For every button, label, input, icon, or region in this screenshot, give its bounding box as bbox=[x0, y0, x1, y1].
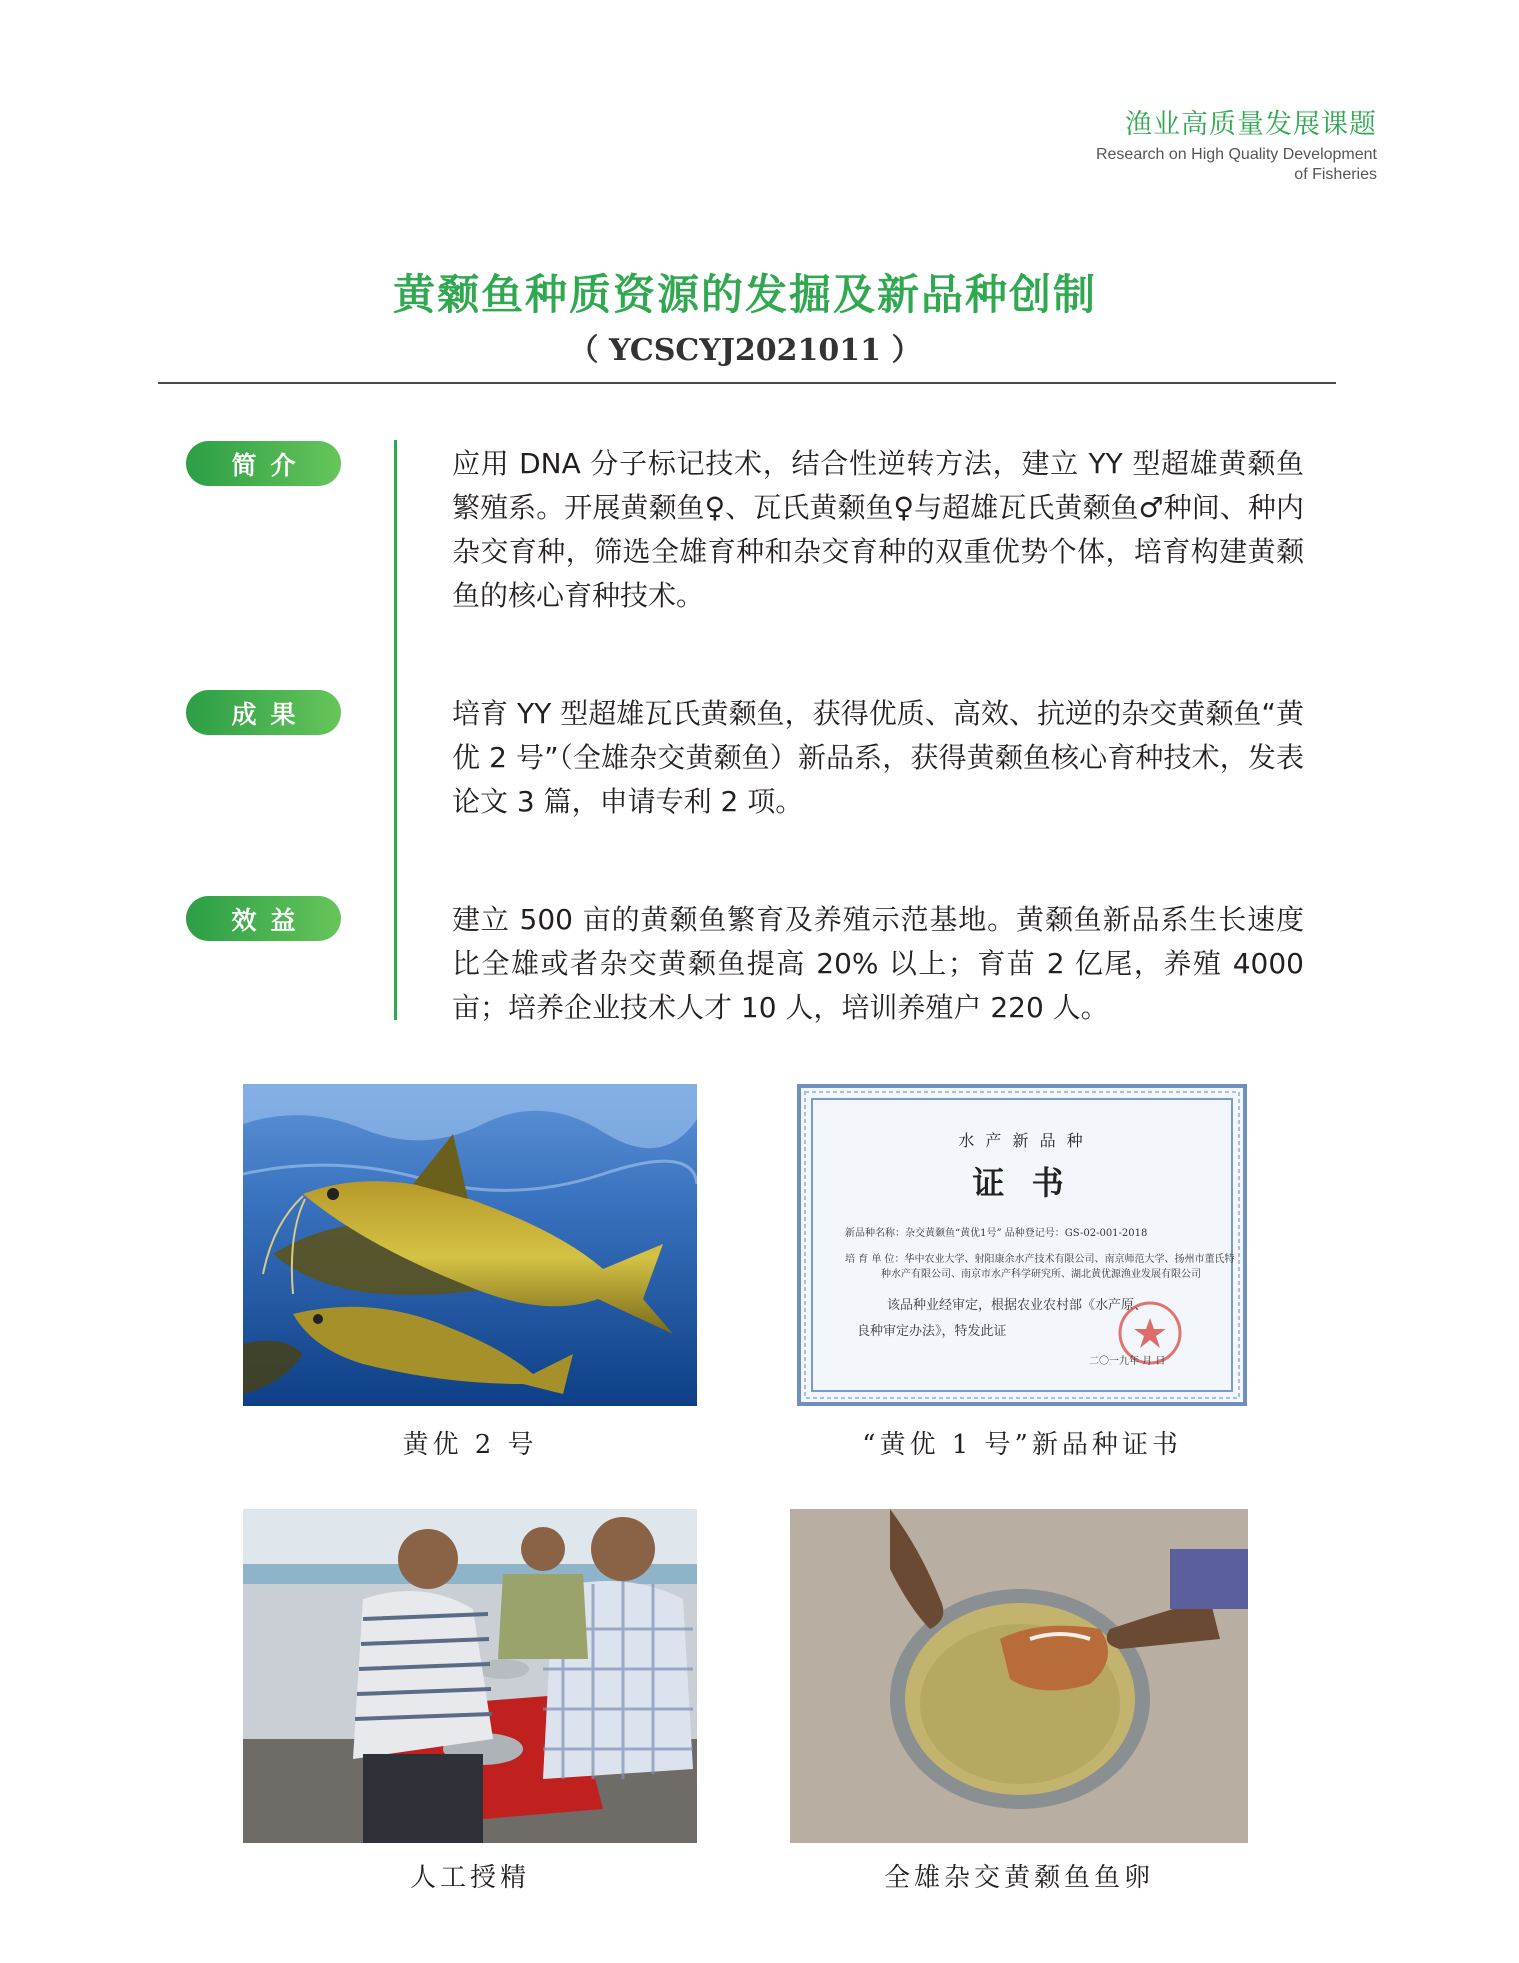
caption-certificate: “黄优 1 号”新品种证书 bbox=[862, 1430, 1182, 1460]
caption-fertilization: 人工授精 bbox=[409, 1863, 530, 1893]
certificate-variety-line: 新品种名称：杂交黄颡鱼“黄优1号” 品种登记号：GS-02-001-2018 bbox=[845, 1228, 1148, 1239]
artificial-fertilization-image bbox=[243, 1509, 697, 1843]
fish-photo bbox=[243, 1084, 697, 1406]
yellow-catfish-image bbox=[243, 1084, 697, 1406]
certificate-photo bbox=[797, 1084, 1247, 1406]
fertilization-photo bbox=[243, 1509, 697, 1843]
section-label-intro: 简介 bbox=[186, 441, 341, 486]
caption-fish-eggs: 全雄杂交黄颡鱼鱼卵 bbox=[883, 1863, 1154, 1893]
certificate-title: 证 书 bbox=[972, 1164, 1072, 1202]
caption-fish: 黄优 2 号 bbox=[402, 1430, 538, 1460]
fish-eggs-photo bbox=[790, 1509, 1248, 1843]
section-text-intro: 应用 DNA 分子标记技术，结合性逆转方法，建立 YY 型超雄黄颡鱼繁殖系。开展黄颡鱼♀、瓦氏黄颡鱼♀与超雄瓦氏黄颡鱼♂种间、种内杂交育种，筛选全雄育种和杂交育种的双重优势个体，培育构建黄颡鱼的核心育种技术。 bbox=[452, 447, 1304, 612]
series-title-en-line1: Research on High Quality Development bbox=[1095, 146, 1377, 163]
section-vertical-line bbox=[394, 440, 397, 1020]
title-divider bbox=[158, 382, 1336, 384]
certificate-heading: 水 产 新 品 种 bbox=[958, 1131, 1086, 1150]
section-text-results: 培育 YY 型超雄瓦氏黄颡鱼，获得优质、高效、抗逆的杂交黄颡鱼“黄优 2 号”（全雄杂交黄颡鱼）新品系，获得黄颡鱼核心育种技术，发表论文 3 篇，申请专利 2 项。 bbox=[452, 697, 1304, 818]
section-text-benefits: 建立 500 亩的黄颡鱼繁育及养殖示范基地。黄颡鱼新品系生长速度比全雄或者杂交黄颡鱼提高 20% 以上；育苗 2 亿尾，养殖 4000 亩；培养企业技术人才 10 人，培训养殖户 220 人。 bbox=[452, 903, 1304, 1024]
project-code: （ YCSCYJ2021011 ） bbox=[568, 333, 922, 368]
certificate-body-line2: 良种审定办法》，特发此证 bbox=[857, 1324, 1007, 1339]
page-title: 黄颡鱼种质资源的发掘及新品种创制 bbox=[392, 270, 1097, 319]
section-label-benefits: 效益 bbox=[186, 896, 341, 941]
fish-eggs-image bbox=[790, 1509, 1248, 1843]
series-title: 渔业高质量发展课题 bbox=[1125, 109, 1377, 140]
certificate-unit-line2: 种水产有限公司、南京市水产科学研究所、湖北黄优源渔业发展有限公司 bbox=[881, 1269, 1201, 1280]
section-label-results: 成果 bbox=[186, 690, 341, 735]
series-title-en-line2: of Fisheries bbox=[1294, 166, 1377, 183]
certificate-body-line1: 该品种业经审定，根据农业农村部《水产原、 bbox=[887, 1298, 1148, 1313]
certificate-unit-line1: 培 育 单 位：华中农业大学、射阳康余水产技术有限公司、南京师范大学、扬州市董氏特 bbox=[845, 1254, 1235, 1265]
certificate-date: 二〇一九年 月 日 bbox=[1089, 1356, 1166, 1367]
